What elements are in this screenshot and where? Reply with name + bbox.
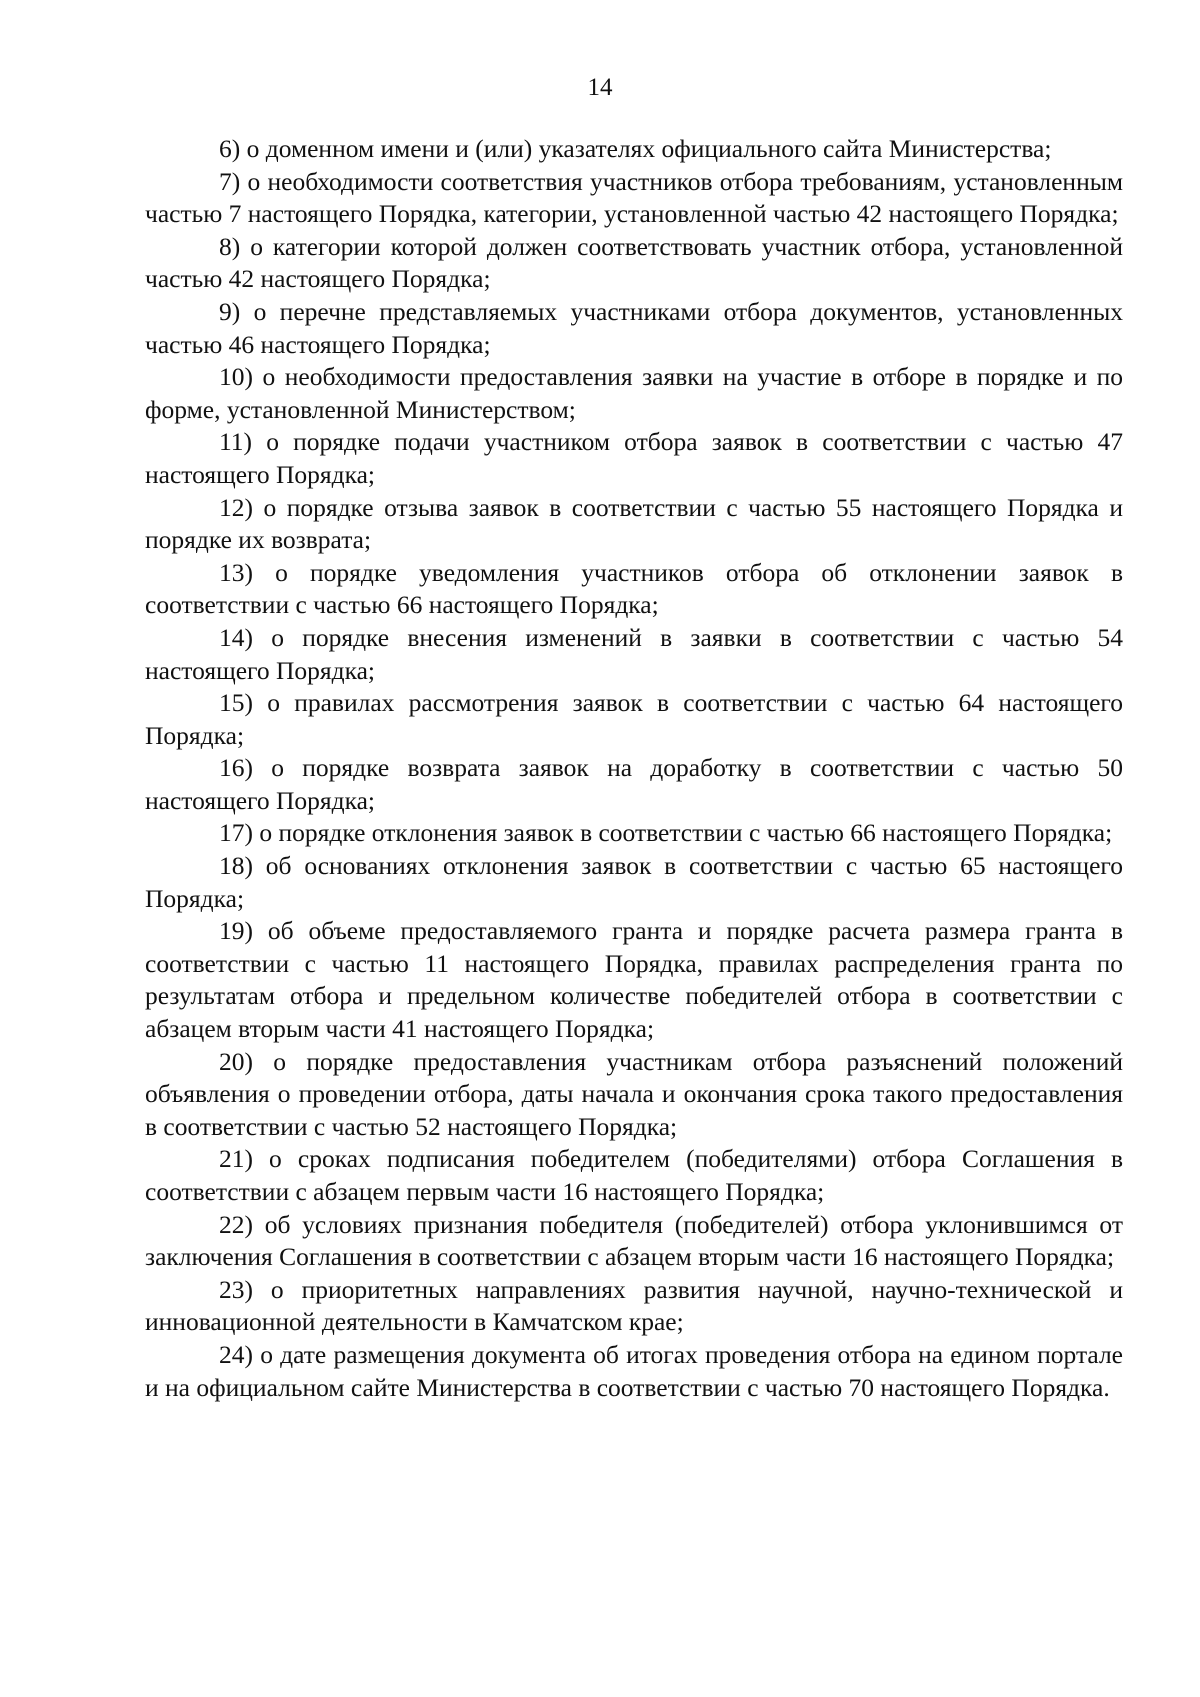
page-number: 14	[587, 74, 613, 101]
list-item-24: 24) о дате размещения документа об итогах проведения отбора на едином портале и на официальном сайте Министерства в соответствии с частью 70 настоящего Порядка.	[145, 1339, 1123, 1402]
list-item-21: 21) о сроках подписания победителем (победителями) отбора Соглашения в соответствии с абзацем первым части 16 настоящего Порядка;	[145, 1144, 1123, 1206]
list-item-23: 23) о приоритетных направлениях развития научной, научно-технической и инновационной деятельности в Камчатском крае;	[145, 1274, 1123, 1337]
list-item-6: 6) о доменном имени и (или) указателях официального сайта Министерства;	[219, 134, 1052, 163]
list-item-17: 17) о порядке отклонения заявок в соответствии с частью 66 настоящего Порядка;	[219, 818, 1113, 848]
list-item-22: 22) об условиях признания победителя (победителей) отбора уклонившимся от заключения Соглашения в соответствии с абзацем вторым части 16 настоящего Порядка;	[145, 1209, 1123, 1272]
list-item-11: 11) о порядке подачи участником отбора заявок в соответствии с частью 47 настоящего Порядка;	[145, 427, 1123, 489]
list-item-18: 18) об основаниях отклонения заявок в соответствии с частью 65 настоящего Порядка;	[145, 851, 1123, 913]
list-item-15: 15) о правилах рассмотрения заявок в соответствии с частью 64 настоящего Порядка;	[145, 688, 1123, 750]
list-item-9: 9) о перечне представляемых участниками отбора документов, установленных частью 46 настоящего Порядка;	[145, 296, 1123, 359]
list-item-12: 12) о порядке отзыва заявок в соответствии с частью 55 настоящего Порядка и порядке их возврата;	[145, 492, 1123, 555]
list-item-10: 10) о необходимости предоставления заявки на участие в отборе в порядке и по форме, установленной Министерством;	[145, 362, 1123, 424]
list-item-8: 8) о категории которой должен соответствовать участник отбора, установленной частью 42 настоящего Порядка;	[145, 231, 1123, 294]
list-item-16: 16) о порядке возврата заявок на доработку в соответствии с частью 50 настоящего Порядка;	[145, 753, 1123, 815]
list-item-7: 7) о необходимости соответствия участников отбора требованиям, установленным частью 7 настоящего Порядка, категории, установленной частью 42 настоящего Порядка;	[145, 166, 1123, 229]
list-item-19: 19) об объеме предоставляемого гранта и порядке расчета размера гранта в соответствии с частью 11 настоящего Порядка, правилах распределения гранта по результатам отбора и предельном количестве победителей отбора в соответствии с абзацем вторым части 41 настоящего Порядка;	[145, 916, 1123, 1044]
list-item-20: 20) о порядке предоставления участникам отбора разъяснений положений объявления о проведении отбора, даты начала и окончания срока такого предоставления в соответствии с частью 52 настоящего Порядка;	[145, 1046, 1123, 1141]
list-item-13: 13) о порядке уведомления участников отбора об отклонении заявок в соответствии с частью 66 настоящего Порядка;	[145, 557, 1123, 620]
list-item-14: 14) о порядке внесения изменений в заявки в соответствии с частью 54 настоящего Порядка;	[145, 622, 1123, 685]
document-body	[145, 133, 1123, 1404]
